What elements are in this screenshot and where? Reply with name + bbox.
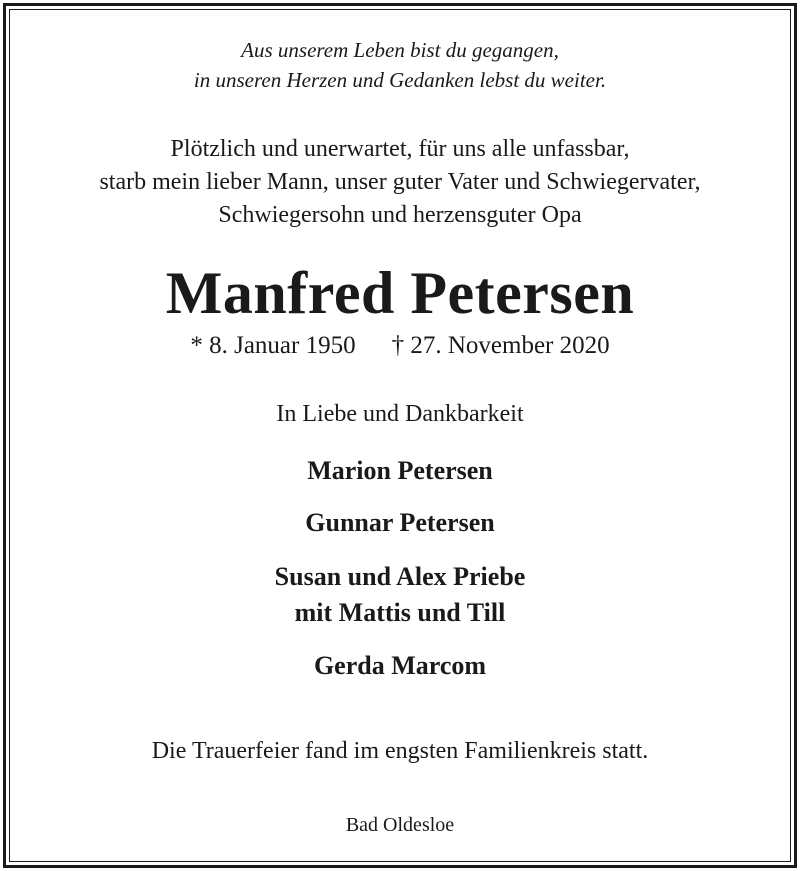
life-dates (6, 333, 794, 358)
motto-line-2: in unseren Herzen und Gedanken lebst du weiter. (193, 68, 607, 92)
obituary-notice (3, 3, 797, 868)
mourner-name: mit Mattis und Till (294, 598, 506, 627)
mourner-name: Marion Petersen (307, 456, 493, 485)
thanks-line: In Liebe und Dankbarkeit (276, 401, 524, 427)
motto-line-1: Aus unserem Leben bist du gegangen, (241, 38, 559, 62)
intro-line-3: Schwiegersohn und herzensguter Opa (218, 202, 582, 228)
intro-line-1: Plötzlich und unerwartet, für uns alle unfassbar, (170, 136, 630, 162)
birth-date: * 8. Januar 1950 (190, 332, 356, 359)
death-date: † 27. November 2020 (391, 332, 610, 359)
deceased-name: Manfred Petersen (165, 260, 635, 326)
mourner-name: Susan und Alex Priebe (274, 562, 526, 591)
mourner-name: Gunnar Petersen (305, 508, 495, 537)
place-line: Bad Oldesloe (345, 814, 455, 836)
intro-line-2: starb mein lieber Mann, unser guter Vater und Schwiegervater, (99, 169, 701, 195)
mourner-name: Gerda Marcom (313, 651, 487, 680)
funeral-note: Die Trauerfeier fand im engsten Familienkreis statt. (151, 738, 649, 764)
